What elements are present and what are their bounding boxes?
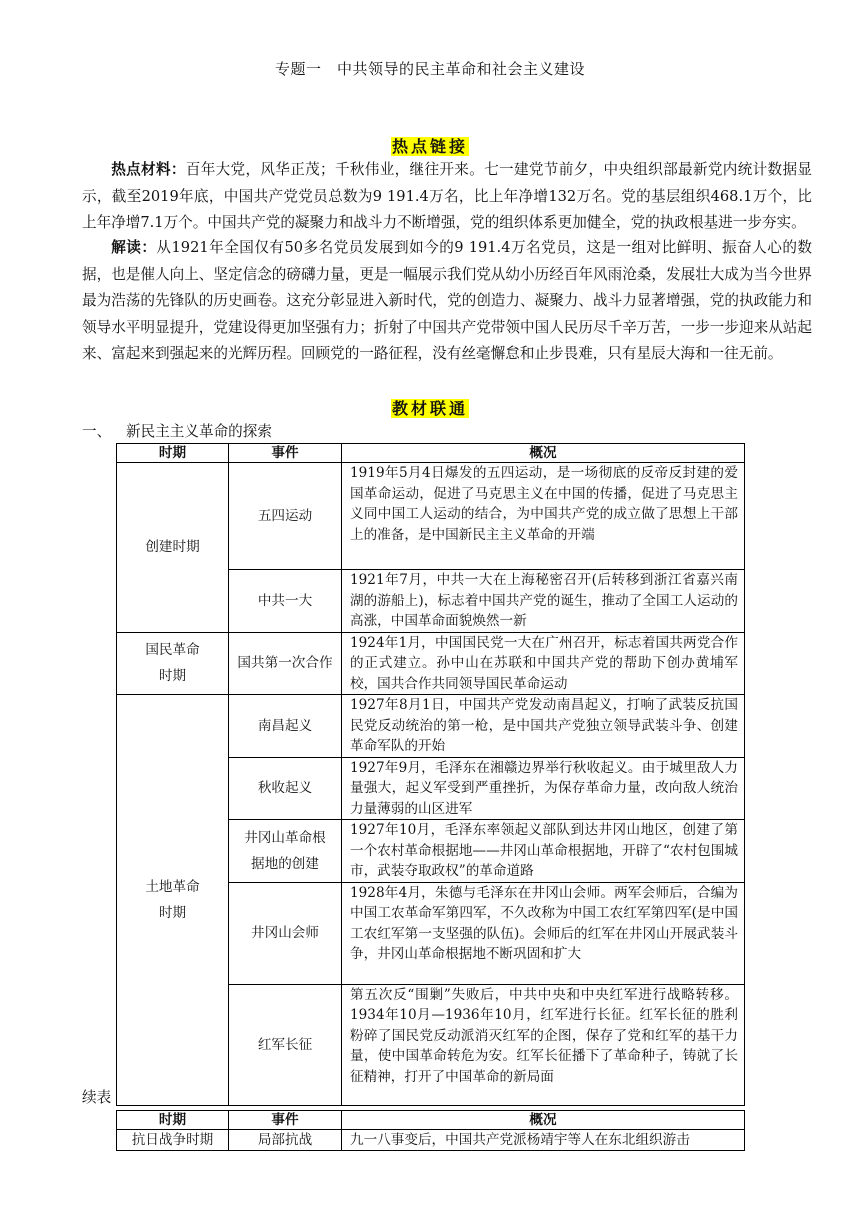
table-row [117,463,745,570]
material-text: 百年大党，风华正茂；千秋伟业，继往开来。七一建党节前夕，中央组织部最新党内统计数据显示，截至2019年底，中国共产党党员总数为9 191.4万名，比上年净增132万名。党的基层组织468.1万个，比上年净增7.1万个。中国共产党的凝聚力和战斗力不断增强，党的组织体系更加健全，党的执政根基进一步夯实。 [82,161,812,231]
hot-link-title-text: 热点链接 [391,137,468,156]
event-cell: 五四运动 [229,463,342,570]
subsection-number: 一、 [82,423,112,440]
overview-cell: 1919年5月4日爆发的五四运动，是一场彻底的反帝反封建的爱国革命运动，促进了马克思主义在中国的传播，促进了马克思主义同中国工人运动的结合，为中国共产党的成立做了思想上干部上的准备，是中国新民主主义革命的开端 [342,463,745,570]
header-event: 事件 [229,444,342,463]
overview-cell: 九一八事变后，中国共产党派杨靖宇等人在东北组织游击 [342,1130,745,1151]
interpret-label: 解读： [111,239,157,256]
overview-cell: 第五次反“围剿”失败后，中共中央和中央红军进行战略转移。1934年10月—1936年10月，红军进行长征。红军长征的胜利粉碎了国民党反动派消灭红军的企图，保存了党和红军的基干力量，使中国革命转危为安。红军长征播下了革命种子，铸就了长征精神，打开了中国革命的新局面 [342,984,745,1105]
page-header: 专题一 中共领导的民主革命和社会主义建设 [274,60,585,78]
hot-material-paragraph [82,157,812,237]
subsection-title: 新民主主义革命的探索 [126,423,272,440]
material-label: 热点材料： [111,161,186,178]
interpret-text: 从1921年全国仅有50多名党员发展到如今的9 191.4万名党员，这是一组对比鲜明、振奋人心的数据，也是催人向上、坚定信念的磅礴力量，更是一幅展示我们党从幼小历经百年风雨沧桑，发展壮大成为当今世界最为浩荡的先锋队的历史画卷。这充分彰显进入新时代，党的创造力、凝聚力、战斗力显著增强，党的执政能力和领导水平明显提升，党建设得更加坚强有力；折射了中国共产党带领中国人民历尽千辛万苦，一步一步迎来从站起来、富起来到强起来的光辉历程。回顾党的一路征程，没有丝毫懈怠和止步畏难，只有星辰大海和一往无前。 [82,239,812,362]
overview-cell: 1928年4月，朱德与毛泽东在井冈山会师。两军会师后，合编为中国工农革命军第四军，不久改称为中国工农红军第四军(是中国工农红军第一支坚强的队伍)。会师后的红军在井冈山开展武装斗争，井冈山革命根据地不断巩固和扩大 [342,882,745,984]
overview-cell: 1924年1月，中国国民党一大在广州召开，标志着国共两党合作的正式建立。孙中山在苏联和中国共产党的帮助下创办黄埔军校，国共合作共同领导国民革命运动 [342,632,745,695]
period-cell: 抗日战争时期 [117,1130,229,1151]
revolution-table [116,443,745,1106]
header-period: 时期 [117,444,229,463]
header-event: 事件 [229,1111,342,1130]
table-row [117,632,745,695]
event-cell: 国共第一次合作 [229,632,342,695]
table-row [117,1130,745,1151]
subsection-heading [82,420,272,441]
event-cell: 局部抗战 [229,1130,342,1151]
header-period: 时期 [117,1111,229,1130]
overview-cell: 1927年8月1日，中国共产党发动南昌起义，打响了武装反抗国民党反动统治的第一枪，是中国共产党独立领导武装斗争、创建革命军队的开始 [342,695,745,758]
interpretation-paragraph [82,235,812,368]
continued-label: 续表 [82,1089,112,1106]
event-cell: 秋收起义 [229,757,342,820]
table-header-row [117,444,745,463]
table-row [117,695,745,758]
header-overview: 概况 [342,444,745,463]
textbook-title [0,396,860,419]
period-cell: 国民革命 时期 [117,632,229,695]
hot-link-title [0,134,860,157]
overview-cell: 1927年10月，毛泽东率领起义部队到达井冈山地区，创建了第一个农村革命根据地——井冈山革命根据地，开辟了“农村包围城市，武装夺取政权”的革命道路 [342,820,745,883]
period-cell: 土地革命 时期 [117,695,229,1106]
period-cell: 创建时期 [117,463,229,633]
textbook-title-text: 教材联通 [391,399,468,418]
event-cell: 红军长征 [229,984,342,1105]
header-overview: 概况 [342,1111,745,1130]
event-cell: 南昌起义 [229,695,342,758]
table-header-row [117,1111,745,1130]
overview-cell: 1921年7月，中共一大在上海秘密召开(后转移到浙江省嘉兴南湖的游船上)，标志着中国共产党的诞生，推动了全国工人运动的高涨，中国革命面貌焕然一新 [342,570,745,633]
event-cell: 中共一大 [229,570,342,633]
continued-table [116,1110,745,1151]
event-cell: 井冈山会师 [229,882,342,984]
event-cell: 井冈山革命根据地的创建 [229,820,342,883]
overview-cell: 1927年9月，毛泽东在湘赣边界举行秋收起义。由于城里敌人力量强大，起义军受到严重挫折，为保存革命力量，改向敌人统治力量薄弱的山区进军 [342,757,745,820]
